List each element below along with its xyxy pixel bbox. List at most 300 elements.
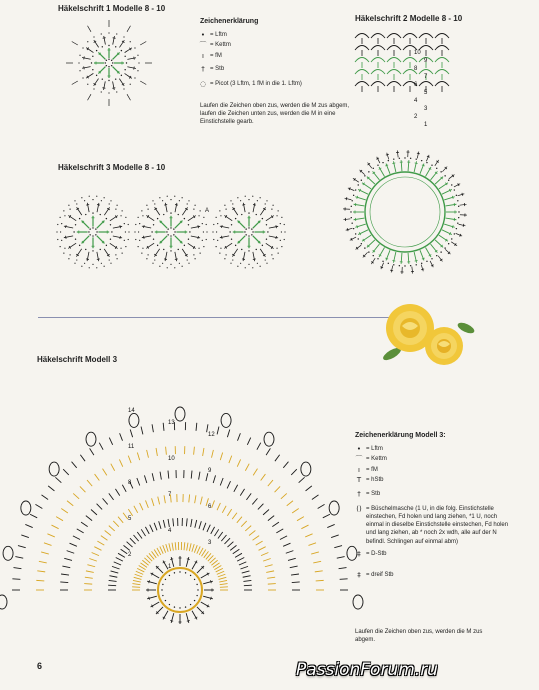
- chain-dot: [163, 249, 164, 250]
- stitch-line: [214, 529, 218, 536]
- chain-dot: [76, 259, 77, 260]
- chain-dot: [458, 217, 459, 218]
- row-number: 7: [424, 74, 428, 80]
- stitch-line: [73, 536, 80, 540]
- stitch-line: [224, 538, 230, 544]
- chain-dot: [364, 247, 365, 248]
- legend1-row-fm: [196, 52, 336, 61]
- stitch-line: [156, 448, 157, 456]
- chain-dot: [138, 62, 139, 63]
- chain-dot: [138, 246, 139, 247]
- stitch-line: [377, 157, 380, 163]
- stitch-line: [169, 543, 171, 551]
- chain-dot: [92, 212, 93, 213]
- stitch-crossbar: [452, 225, 453, 228]
- chain-dot: [388, 160, 389, 161]
- chain-dot: [60, 246, 61, 247]
- stitch-crossbar: [276, 236, 277, 239]
- chain-dot: [108, 32, 109, 33]
- stitch-line: [234, 485, 238, 492]
- chain-dot: [111, 65, 112, 66]
- legend1-item: = Stb: [210, 66, 225, 73]
- stitch-line: [152, 498, 154, 506]
- stitch-line: [221, 535, 226, 541]
- stitch-line: [246, 493, 251, 499]
- chain-dot: [170, 199, 171, 200]
- chain-dot: [188, 200, 189, 201]
- stitch-crossbar: [421, 269, 424, 270]
- stitch-line: [113, 36, 115, 45]
- stitch-line: [155, 207, 160, 215]
- chain-dot: [116, 33, 117, 34]
- chain-dot: [393, 158, 394, 159]
- chain-dot: [95, 234, 96, 235]
- stitch-line: [287, 501, 293, 506]
- chain-dot: [229, 231, 230, 232]
- stitch-crossbar: [346, 197, 347, 200]
- chain-dot: [458, 206, 459, 207]
- chain-dot: [426, 261, 427, 262]
- stitch-line: [350, 237, 356, 240]
- arch-loop: [387, 58, 401, 63]
- chain-dot: [248, 235, 249, 236]
- stitch-crossbar: [198, 225, 199, 228]
- direction-arrow: [127, 94, 131, 100]
- stitch-line: [85, 577, 93, 578]
- chain-dot: [187, 203, 188, 204]
- chain-dot: [404, 157, 405, 158]
- chain-dot: [454, 233, 455, 234]
- legend2-item: = Lftm: [366, 446, 383, 452]
- stitch-line: [272, 522, 279, 527]
- chain-dot: [206, 231, 207, 232]
- chain-dot: [120, 248, 121, 249]
- stitch-crossbar: [144, 236, 145, 239]
- chain-dot: [78, 62, 79, 63]
- stitch-line: [261, 553, 268, 556]
- chain-dot: [364, 175, 365, 176]
- chain-dot: [60, 217, 61, 218]
- direction-arrow: [88, 94, 92, 100]
- chain-dot: [225, 254, 226, 255]
- chain-dot: [88, 231, 89, 232]
- stitch-line: [25, 524, 32, 527]
- stitch-line: [12, 579, 20, 580]
- chain-dot: [188, 224, 189, 225]
- chain-dot: [196, 595, 197, 596]
- half-double-crochet-icon: T: [356, 476, 362, 485]
- stitch-line: [247, 438, 250, 445]
- puff-stitch: [221, 413, 231, 427]
- chain-dot: [154, 259, 155, 260]
- chain-dot: [231, 239, 232, 240]
- chain-dot: [248, 264, 249, 265]
- chain-dot: [257, 200, 258, 201]
- stitch-crossbar: [97, 259, 100, 260]
- chain-dot: [110, 239, 111, 240]
- chain-dot: [451, 184, 452, 185]
- legend2-item: = hStb: [366, 477, 384, 484]
- chain-dot: [284, 231, 285, 232]
- row-number: 2: [414, 114, 418, 120]
- chain-dot: [69, 254, 70, 255]
- chain-dot: [121, 50, 122, 51]
- stitch-line: [199, 472, 200, 480]
- stitch-line: [318, 504, 325, 508]
- stitch-line: [283, 543, 290, 546]
- stitch-line: [207, 525, 210, 532]
- legend1-row-kettm: [196, 41, 336, 50]
- stitch-crossbar: [102, 88, 105, 89]
- stitch-line: [67, 551, 75, 554]
- center-ring: [158, 568, 202, 612]
- row-number: 14: [128, 408, 135, 414]
- stitch-line: [266, 448, 270, 455]
- chain-dot: [115, 254, 116, 255]
- chain-dot: [393, 264, 394, 265]
- stitch-crossbar: [66, 225, 67, 228]
- stitch-line: [224, 215, 232, 220]
- chain-dot: [125, 217, 126, 218]
- stitch-line: [87, 480, 92, 486]
- stitch-line: [339, 568, 347, 569]
- chain-dot: [219, 210, 220, 211]
- chain-dot: [60, 231, 61, 232]
- stitch-line: [21, 535, 29, 538]
- chain-dot: [271, 254, 272, 255]
- stitch-line: [130, 538, 136, 544]
- chain-dot: [161, 589, 162, 590]
- stitch-line: [348, 188, 354, 191]
- chain-dot: [100, 249, 101, 250]
- chain-dot: [189, 231, 190, 232]
- chain-dot: [92, 199, 93, 200]
- stitch-line: [238, 433, 241, 440]
- chain-dot: [170, 227, 171, 228]
- stitch-line: [70, 543, 77, 546]
- stitch-line: [313, 561, 321, 563]
- stitch-line: [456, 233, 462, 236]
- legend1-row-picot: [196, 80, 336, 89]
- chain-dot: [216, 217, 217, 218]
- row-number: 10: [168, 456, 175, 462]
- chain-dot: [137, 70, 138, 71]
- puff-stitch: [175, 407, 185, 421]
- chain-dot: [174, 231, 175, 232]
- chain-dot: [194, 205, 195, 206]
- stitch-line: [61, 509, 68, 514]
- stitch-line: [243, 576, 251, 578]
- stitch-crossbar: [276, 225, 277, 228]
- chain-dot: [457, 200, 458, 201]
- stitch-crossbar: [222, 225, 223, 228]
- stitch-line: [233, 207, 238, 215]
- chain-dot: [146, 205, 147, 206]
- chain-dot: [245, 228, 246, 229]
- arch-loop: [371, 34, 385, 39]
- stitch-crossbar: [422, 258, 425, 259]
- chain-dot: [174, 572, 175, 573]
- stitch-line: [113, 52, 120, 59]
- stitch-line: [412, 267, 413, 274]
- chain-dot: [193, 254, 194, 255]
- row-number: 6: [208, 504, 212, 510]
- chain-dot: [101, 263, 102, 264]
- stitch-line: [109, 576, 117, 578]
- stitch-line: [281, 493, 287, 498]
- stitch-line: [458, 194, 465, 196]
- chain-dot: [173, 228, 174, 229]
- chain-dot: [454, 189, 455, 190]
- stitch-line: [323, 514, 330, 518]
- chain-dot: [245, 196, 246, 197]
- stitch-crossbar: [187, 621, 190, 622]
- chain-dot: [444, 175, 445, 176]
- chain-dot: [410, 265, 411, 266]
- stitch-line: [188, 216, 196, 221]
- stitch-crossbar: [187, 559, 190, 560]
- chain-dot: [456, 228, 457, 229]
- chain-dot: [85, 249, 86, 250]
- legend2-row-dstb: [352, 550, 512, 559]
- chain-dot: [179, 200, 180, 201]
- stitch-crossbar: [417, 153, 420, 154]
- chain-dot: [170, 235, 171, 236]
- stitch-line: [154, 249, 159, 257]
- stitch-line: [133, 580, 141, 582]
- chain-dot: [84, 200, 85, 201]
- chain-dot: [267, 231, 268, 232]
- stitch-crossbar: [357, 225, 358, 228]
- chain-dot: [353, 195, 354, 196]
- stitch-line: [114, 562, 121, 565]
- stitch-line: [140, 503, 143, 510]
- row-number: 10: [414, 50, 421, 56]
- stitch-line: [291, 469, 297, 475]
- chain-dot: [224, 205, 225, 206]
- stitch-line: [111, 571, 119, 573]
- stitch-crossbar: [349, 187, 350, 190]
- stitch-crossbar: [386, 154, 389, 155]
- row-number: 9: [208, 468, 212, 474]
- stitch-crossbar: [164, 259, 167, 260]
- row-number: 8: [414, 66, 418, 72]
- chain-dot: [102, 78, 103, 79]
- legend1-row-stb: [196, 65, 336, 74]
- chain-dot: [170, 250, 171, 251]
- chain-dot: [163, 214, 164, 215]
- stitch-crossbar: [175, 259, 178, 260]
- arch-loop: [435, 34, 449, 39]
- chain-dot: [232, 203, 233, 204]
- stitch-line: [430, 261, 433, 267]
- row-number: 3: [208, 540, 212, 546]
- base-ring: [365, 172, 445, 252]
- chain-dot: [162, 200, 163, 201]
- legend2-row-kettm: [352, 455, 512, 464]
- chain-dot: [134, 231, 135, 232]
- stitch-crossbar: [175, 205, 178, 206]
- legend2-item: = Kettm: [366, 456, 387, 463]
- chain-dot: [265, 259, 266, 260]
- stitch-line: [98, 67, 105, 74]
- legend1-row-lftm: [196, 31, 336, 40]
- chain-dot: [358, 184, 359, 185]
- stitch-line: [122, 485, 126, 492]
- chain-dot: [170, 264, 171, 265]
- stitch-line: [211, 527, 215, 534]
- chain-dot: [138, 231, 139, 232]
- chain-dot: [440, 251, 441, 252]
- stitch-line: [240, 566, 248, 569]
- stitch-crossbar: [112, 88, 115, 89]
- chain-dot: [368, 171, 369, 172]
- chain-dot: [124, 240, 125, 241]
- stitch-line: [291, 574, 299, 575]
- chain-dot: [152, 263, 153, 264]
- stitch-line: [199, 548, 203, 555]
- stitch-line: [417, 152, 419, 159]
- stitch-line: [253, 469, 257, 476]
- legend2: [352, 444, 512, 582]
- stitch-crossbar: [170, 559, 173, 560]
- stitch-line: [182, 249, 187, 257]
- stitch-line: [82, 58, 91, 60]
- stitch-line: [345, 198, 352, 200]
- chain-dot: [174, 267, 175, 268]
- stitch-line: [164, 495, 165, 503]
- stitch-line: [39, 561, 47, 563]
- slip-stitch-icon: ⌒: [355, 455, 363, 464]
- stitch-line: [68, 243, 76, 248]
- chain-dot: [231, 224, 232, 225]
- chain-dot: [115, 208, 116, 209]
- stitch-line: [260, 249, 265, 257]
- arch-loop: [355, 58, 369, 63]
- stitch-crossbar: [222, 236, 223, 239]
- chain-dot: [84, 263, 85, 264]
- chain-dot: [68, 205, 69, 206]
- stitch-line: [219, 580, 227, 582]
- direction-arrow: [72, 81, 78, 85]
- stitch-line: [145, 500, 148, 507]
- chain-dot: [351, 217, 352, 218]
- stitch-line: [276, 529, 283, 533]
- chain-dot: [257, 263, 258, 264]
- treble-crochet-icon: ‡: [357, 549, 361, 558]
- stitch-line: [41, 495, 48, 500]
- chain-dot: [95, 228, 96, 229]
- chain-dot: [68, 258, 69, 259]
- stitch-line: [158, 497, 160, 505]
- stitch-line: [80, 455, 85, 461]
- chain-dot: [173, 234, 174, 235]
- chain-dot: [188, 263, 189, 264]
- stitch-line: [104, 207, 109, 215]
- stitch-line: [305, 534, 312, 537]
- chain-dot: [266, 200, 267, 201]
- stitch-crossbar: [120, 225, 121, 228]
- chain-dot: [106, 245, 107, 246]
- arch-loop: [371, 82, 385, 87]
- chain-dot: [377, 165, 378, 166]
- stitch-line: [280, 536, 287, 540]
- chain-dot: [142, 248, 143, 249]
- stitch-line: [253, 536, 260, 541]
- chain-dot: [142, 215, 143, 216]
- stitch-line: [241, 521, 247, 527]
- stitch-line: [265, 565, 273, 567]
- chain-dot: [108, 66, 109, 67]
- chain-dot: [92, 264, 93, 265]
- stitch-line: [316, 580, 324, 581]
- stitch-line: [147, 450, 149, 458]
- legend2-row-buschel: [352, 505, 512, 545]
- stitch-line: [267, 577, 275, 578]
- chain-dot: [64, 248, 65, 249]
- single-crochet-icon: ı: [358, 465, 360, 474]
- stitch-crossbar: [103, 38, 106, 39]
- stitch-line: [222, 506, 226, 513]
- stitch-line: [163, 611, 168, 620]
- stitch-line: [290, 566, 298, 568]
- chain-dot: [121, 75, 122, 76]
- chain-dot: [416, 264, 417, 265]
- stitch-line: [36, 580, 44, 581]
- chain-dot: [61, 240, 62, 241]
- stitch-line: [47, 534, 54, 537]
- chain-dot: [237, 266, 238, 267]
- stitch-line: [263, 510, 269, 515]
- stitch-line: [80, 486, 86, 492]
- chain-dot: [147, 208, 148, 209]
- stitch-line: [141, 529, 145, 536]
- chain-dot: [351, 200, 352, 201]
- arch-loop: [387, 46, 401, 51]
- chain-dot: [174, 196, 175, 197]
- chain-dot: [79, 70, 80, 71]
- chain-dot: [355, 189, 356, 190]
- chain-dot: [241, 214, 242, 215]
- chain-dot: [444, 247, 445, 248]
- chain-dot: [108, 92, 109, 93]
- chain-dot: [135, 239, 136, 240]
- chain-dot: [123, 36, 124, 37]
- stitch-line: [154, 523, 157, 530]
- chain-dot: [92, 56, 93, 57]
- stitch-line: [292, 582, 300, 583]
- chain-dot: [240, 200, 241, 201]
- chain-dot: [92, 69, 93, 70]
- stitch-line: [113, 521, 119, 527]
- inner-ring: [370, 177, 440, 247]
- chain-dot: [182, 197, 183, 198]
- arch-loop: [435, 46, 449, 51]
- chain-dot: [69, 208, 70, 209]
- stitch-line: [172, 543, 173, 551]
- stitch-line: [192, 611, 197, 620]
- stitch-line: [220, 587, 228, 588]
- chain-dot: [167, 267, 168, 268]
- stitch-line: [206, 473, 208, 481]
- chain-dot: [63, 210, 64, 211]
- triple-treble-icon: ‡: [357, 571, 361, 580]
- stitch-line: [87, 565, 95, 567]
- chain-dot: [74, 263, 75, 264]
- stitch-line: [340, 579, 348, 580]
- diagram4-chart: [20, 360, 340, 655]
- chain-dot: [458, 211, 459, 212]
